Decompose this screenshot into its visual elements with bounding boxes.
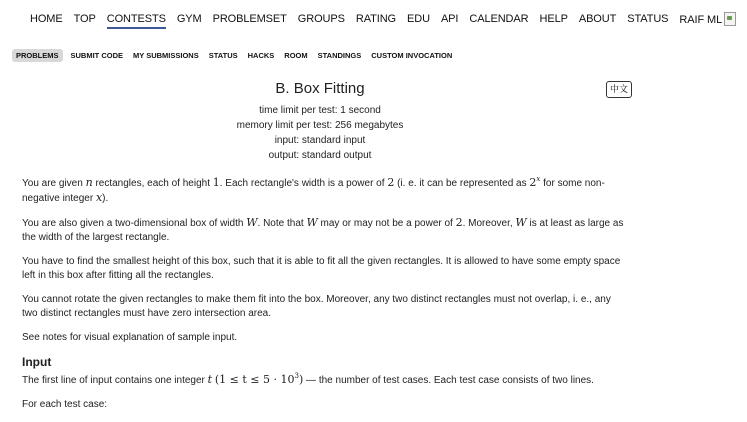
text: is at least as large as the width of the largest rectangle. bbox=[22, 218, 624, 243]
text: . Note that bbox=[257, 218, 307, 229]
subnav-submit-code[interactable]: SUBMIT CODE bbox=[70, 51, 124, 60]
math-num: 2 bbox=[529, 176, 537, 189]
nav-problemset[interactable]: PROBLEMSET bbox=[212, 13, 287, 25]
text: rectangles, each of height bbox=[92, 178, 213, 189]
subnav-problems[interactable]: PROBLEMS bbox=[12, 49, 63, 62]
time-limit: time limit per test: 1 second bbox=[259, 105, 381, 116]
text: . Each rectangle's width is a power of bbox=[219, 178, 388, 189]
math-constraint: (1 ≤ t ≤ 5 · 10 bbox=[214, 373, 295, 386]
nav-raif-ml-label: RAIF ML bbox=[679, 13, 723, 26]
nav-status[interactable]: STATUS bbox=[627, 13, 669, 25]
statement-paragraph: You cannot rotate the given rectangles to make them fit into the box. Moreover, any two distinct rectangles must not overlap, i. e., any two distinct rectangles must have zero intersection area. bbox=[22, 294, 611, 319]
subnav-my-submissions[interactable]: MY SUBMISSIONS bbox=[133, 51, 199, 60]
nav-top[interactable]: TOP bbox=[73, 13, 96, 25]
text: You are given bbox=[22, 178, 86, 189]
top-navigation bbox=[0, 0, 723, 38]
output-spec: output: standard output bbox=[268, 150, 372, 161]
text: The first line of input contains one integer bbox=[22, 375, 208, 386]
math-var: x bbox=[95, 191, 103, 204]
language-toggle-button[interactable]: 中文 bbox=[606, 81, 632, 98]
nav-edu[interactable]: EDU bbox=[407, 13, 430, 25]
problem-header bbox=[0, 78, 640, 163]
subnav-status[interactable]: STATUS bbox=[208, 51, 238, 60]
math-var: W bbox=[246, 216, 258, 229]
statement-paragraph bbox=[22, 216, 624, 245]
subnav-custom-invocation[interactable]: CUSTOM INVOCATION bbox=[371, 51, 453, 60]
nav-raif-ml[interactable] bbox=[679, 13, 736, 29]
input-paragraph: For each test case: bbox=[22, 399, 108, 410]
statement-paragraph: You have to find the smallest height of this box, such that it is able to fit all the given rectangles. It is allowed to have some empty space left in this box after fitting all the rectangles. bbox=[22, 256, 621, 281]
math-exp: 3 bbox=[294, 372, 299, 380]
math-exp: x bbox=[536, 175, 541, 183]
nav-home[interactable]: HOME bbox=[30, 13, 63, 25]
problem-limits bbox=[0, 103, 640, 163]
text: (i. e. it can be represented as bbox=[394, 178, 530, 189]
text: . Moreover, bbox=[462, 218, 516, 229]
subnav-standings[interactable]: STANDINGS bbox=[317, 51, 362, 60]
text: may or may not be a power of bbox=[317, 218, 456, 229]
nav-api[interactable]: API bbox=[440, 13, 459, 25]
input-spec: input: standard input bbox=[274, 135, 366, 146]
math-var: W bbox=[306, 216, 318, 229]
nav-rating[interactable]: RATING bbox=[355, 13, 396, 25]
nav-about[interactable]: ABOUT bbox=[578, 13, 617, 25]
subnav-hacks[interactable]: HACKS bbox=[247, 51, 275, 60]
contest-subnavigation bbox=[12, 49, 462, 62]
input-section-title: Input bbox=[22, 355, 52, 369]
nav-contests[interactable]: CONTESTS bbox=[107, 13, 166, 29]
text: for some non-negative integer bbox=[22, 178, 605, 204]
problem-title: B. Box Fitting bbox=[275, 80, 365, 97]
text: You are also given a two-dimensional box of width bbox=[22, 218, 247, 229]
statement-paragraph: See notes for visual explanation of sample input. bbox=[22, 332, 238, 343]
math-var: t bbox=[207, 373, 213, 386]
nav-gym[interactable]: GYM bbox=[176, 13, 202, 25]
math-var: n bbox=[85, 176, 93, 189]
subnav-room[interactable]: ROOM bbox=[284, 51, 308, 60]
text: ). bbox=[102, 193, 109, 204]
math-paren: ) bbox=[298, 373, 304, 386]
problem-statement bbox=[22, 172, 624, 422]
broken-image-icon bbox=[724, 12, 736, 26]
math-num: 1 bbox=[212, 176, 220, 189]
nav-groups[interactable]: GROUPS bbox=[297, 13, 345, 25]
input-paragraph bbox=[22, 369, 624, 388]
memory-limit: memory limit per test: 256 megabytes bbox=[236, 120, 404, 131]
nav-calendar[interactable]: CALENDAR bbox=[469, 13, 529, 25]
math-num: 2 bbox=[387, 176, 395, 189]
math-var: W bbox=[515, 216, 527, 229]
text: — the number of test cases. Each test case consists of two lines. bbox=[303, 375, 594, 386]
statement-paragraph bbox=[22, 172, 624, 206]
nav-help[interactable]: HELP bbox=[539, 13, 568, 25]
math-num: 2 bbox=[455, 216, 463, 229]
